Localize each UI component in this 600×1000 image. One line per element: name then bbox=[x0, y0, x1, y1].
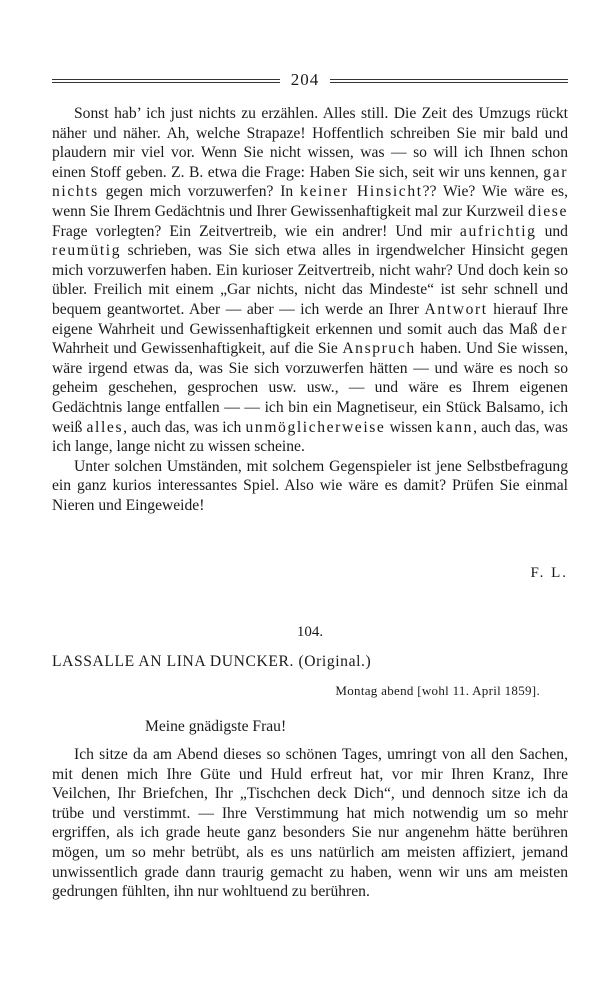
paragraph-1 bbox=[52, 104, 568, 457]
emphasized-text: gar nichts bbox=[52, 163, 568, 201]
emphasized-text: der bbox=[543, 320, 568, 338]
page-header bbox=[52, 70, 568, 90]
text-run: Wahrheit und Gewissenhaftigkeit, auf die Sie bbox=[52, 340, 343, 358]
emphasized-text: aufrichtig bbox=[459, 222, 537, 240]
letter-body bbox=[52, 745, 568, 902]
text-run: ?? Wie? Wie wäre es, wenn Sie Ihrem Gedächtnis und Ihrer Gewissenhaftigkeit mal zur Kurzweil bbox=[52, 183, 569, 220]
text-run: Frage vorlegten? Ein Zeitvertreib, wie ein andrer! Und mir bbox=[52, 222, 460, 240]
page-number: 204 bbox=[290, 70, 320, 89]
letter-paragraph: Ich sitze da am Abend dieses so schönen Tages, umringt von all den Sachen, mit denen mich Ihre Güte und Huld erfreut hat, vor mir Ihren Kranz, Ihre Veilchen, Ihr Briefchen, Ihr „Tischchen deck Dich“, und dennoch sitze ich da trübe und verstimmt. — Ihre Verstimmung hat mich notwendig um so mehr ergriffen, als ich grade heute ganz besonders Sie nur angenehm hätte berühren mögen, um so mehr betrübt, als es uns natürlich am meisten affiziert, jemand unwissentlich grade dann traurig gemacht zu haben, wenn wir uns am meisten gedrungen fühlten, ihn nur wohltuend zu berühren. bbox=[52, 746, 568, 901]
emphasized-text: Anspruch bbox=[342, 340, 416, 358]
previous-letter-ending bbox=[52, 104, 568, 515]
text-run: wissen bbox=[385, 418, 437, 436]
text-run: , auch das, was ich bbox=[123, 418, 246, 436]
signature-initials: F. L. bbox=[530, 565, 568, 581]
text-run: hierauf Ihre eigene Wahrheit und Gewissenhaftigkeit erkennen und somit auch das Maß bbox=[52, 300, 568, 338]
text-run: , auch das, was ich lange, lange nicht zu wissen scheine. bbox=[52, 418, 568, 456]
emphasized-text: alles bbox=[86, 418, 124, 436]
letter-salutation: Meine gnädigste Frau! bbox=[145, 718, 287, 735]
header-rule-left bbox=[52, 79, 280, 83]
text-run: schrieben, was Sie sich etwa alles in irgendwelcher Hinsicht gegen mich vorzuwerfen haben. Ein kurioser Zeitvertreib, nicht wahr? Und doch kein so übler. Freilich mit einem „Gar nichts, nicht das Mindeste“ ist sehr schnell und bequem geantwortet. Aber — aber — ich werde an Ihrer bbox=[52, 242, 568, 318]
emphasized-text: reumütig bbox=[52, 242, 122, 260]
text-run: und bbox=[536, 222, 568, 240]
paragraph-2: Unter solchen Umständen, mit solchem Gegenspieler ist jene Selbstbefragung ein ganz kurios interessantes Spiel. Also wie wäre es damit? Prüfen Sie einmal Nieren und Eingeweide! bbox=[52, 457, 568, 514]
text-run: Sonst hab’ ich just nichts zu erzählen. Alles still. Die Zeit des Umzugs rückt näher und näher. Ah, welche Strapaze! Hoffentlich schreiben Sie mir bald und plaudern mir viel vor. Wenn Sie nicht wissen, was — so will ich Ihnen schon einen Stoff geben. Z. B. etwa die Frage: Haben Sie sich, seit wir uns kennen, bbox=[52, 105, 568, 181]
emphasized-text: unmöglicherweise bbox=[245, 418, 386, 436]
letter-date: Montag abend [wohl 11. April 1859]. bbox=[335, 683, 540, 698]
emphasized-text: diese bbox=[527, 202, 568, 220]
emphasized-text: Antwort bbox=[424, 300, 488, 318]
letter-title: LASSALLE AN LINA DUNCKER. (Original.) bbox=[52, 653, 372, 670]
header-rule-right bbox=[330, 79, 568, 83]
emphasized-text: kann bbox=[436, 418, 474, 436]
letter-number: 104. bbox=[296, 624, 324, 640]
text-run: haben. Und Sie wissen, wäre irgend etwas da, was Sie sich vorzuwerfen hätten — und wäre es noch so geheim geschehen, gesprochen usw. usw., — und wäre es Ihrem eigenen Gedächtnis lange entfallen — — ich bin ein Magnetiseur, ein Stück Balsamo, ich weiß bbox=[52, 340, 568, 436]
emphasized-text: keiner Hinsicht bbox=[300, 183, 423, 201]
text-run: gegen mich vorzuwerfen? In bbox=[98, 183, 301, 201]
